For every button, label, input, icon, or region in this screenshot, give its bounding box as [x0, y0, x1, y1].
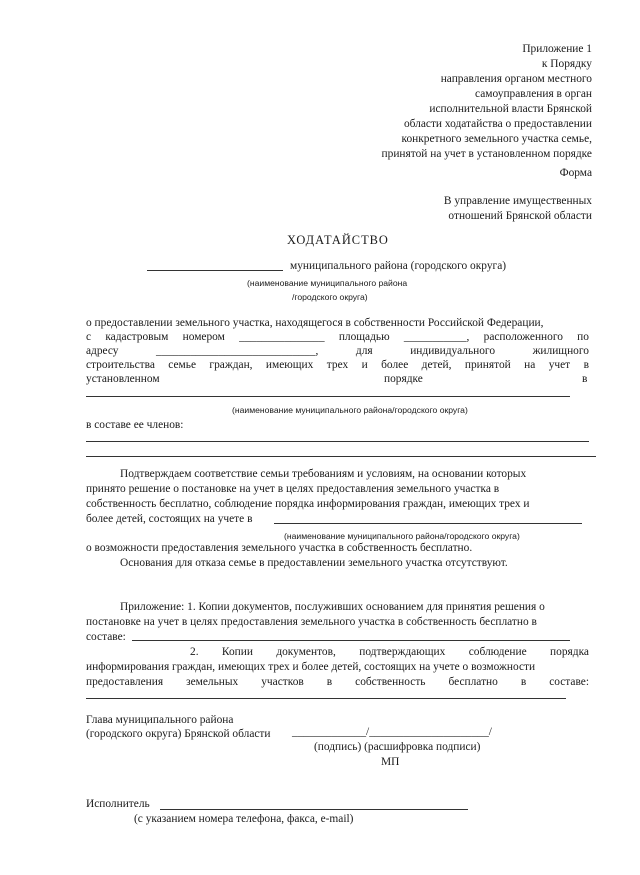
attachment-1-line2: постановке на учет в целях предоставления земельного участка в собственность бесплатно в — [86, 616, 537, 628]
header-line: исполнительной власти Брянской — [429, 103, 592, 115]
p2-line4-prefix: более детей, состоящих на учете в — [86, 513, 253, 525]
attachment-2-blank — [86, 698, 566, 699]
attachment-1-blank — [132, 640, 570, 641]
header-line: направления органом местного — [440, 73, 592, 85]
executor-hint: (с указанием номера телефона, факса, e-mail) — [134, 813, 354, 825]
attachment-1-line3: составе: — [86, 631, 126, 643]
members-blank-line-1 — [86, 441, 589, 442]
word: в — [583, 359, 589, 371]
word: порядка — [550, 646, 589, 658]
p1-line5-left: установленном — [86, 373, 160, 385]
members-label: в составе ее членов: — [86, 419, 184, 431]
municipality-hint: (наименование муниципального района/городского округа) — [232, 405, 468, 415]
word: в — [326, 676, 333, 688]
blank-field: ____________________________, — [156, 345, 319, 357]
p1-line1: о предоставлении земельного участка, находящегося в собственности Российской Федерации, — [86, 317, 544, 329]
word: документов, — [276, 646, 336, 658]
document-title: ХОДАТАЙСТВО — [287, 233, 389, 247]
word: расположенного — [483, 331, 563, 343]
word: на — [524, 359, 536, 371]
blank-field: _______________ — [239, 331, 325, 343]
p1-line3 — [86, 344, 589, 358]
header-block — [382, 42, 592, 162]
header-line: принятой на учет в установленном порядке — [381, 148, 592, 160]
blank-field: ___________, — [403, 331, 470, 343]
word: адресу — [86, 345, 119, 357]
stamp-label: МП — [381, 756, 400, 768]
addressee-line: отношений Брянской области — [448, 210, 592, 222]
word: граждан, — [209, 359, 253, 371]
header-line: конкретного земельного участка семье, — [401, 133, 592, 145]
attachment-2-line2: информирования граждан, имеющих трех и более детей, состоящих на учете о возможности — [86, 661, 536, 673]
p2-blank-line — [274, 523, 582, 524]
word: строительства — [86, 359, 155, 371]
municipality-hint-1: (наименование муниципального района — [247, 278, 408, 288]
word: предоставления — [86, 676, 164, 688]
word: с — [86, 331, 92, 343]
word: составе: — [549, 676, 589, 688]
header-line: области ходатайства о предоставлении — [403, 118, 592, 130]
addressee-line: В управление имущественных — [443, 195, 592, 207]
attachment-1-line1: Приложение: 1. Копии документов, послуживших основанием для принятия решения о — [120, 601, 545, 613]
word: кадастровым — [105, 331, 169, 343]
p3: Основания для отказа семье в предоставлении земельного участка отсутствуют. — [120, 557, 508, 569]
p1-line5-mid: порядке — [384, 373, 423, 385]
header-line: к Порядку — [541, 58, 592, 70]
p1-line2 — [86, 330, 589, 344]
word: более — [381, 359, 409, 371]
p2-line1: Подтверждаем соответствие семьи требованиям и условиям, на основании которых — [120, 468, 527, 480]
word: бесплатно — [448, 676, 498, 688]
word: в — [520, 676, 527, 688]
executor-blank — [160, 809, 468, 810]
attachment-2-line3 — [86, 675, 589, 689]
p2-hint: (наименование муниципального района/городского округа) — [284, 531, 520, 541]
p1-line4 — [86, 358, 589, 372]
word: 2. — [190, 646, 199, 658]
members-blank-line-2 — [86, 456, 596, 457]
municipality-suffix: муниципального района (городского округа) — [290, 260, 507, 272]
word: подтверждающих — [359, 646, 446, 658]
form-label: Форма — [559, 167, 592, 179]
word: по — [577, 331, 589, 343]
municipality-blank — [147, 270, 283, 271]
signature-hint: (подпись) (расшифровка подписи) — [314, 741, 481, 753]
word: семье — [168, 359, 197, 371]
municipality-hint-2: /городского округа) — [292, 292, 368, 302]
word: Копии — [221, 646, 253, 658]
word: соблюдение — [468, 646, 527, 658]
signature-blanks: _____________/_____________________/ — [292, 726, 492, 738]
word: индивидуального — [410, 345, 496, 357]
signature-line2: (городского округа) Брянской области — [86, 728, 271, 740]
municipality-blank-line — [86, 396, 570, 397]
header-line: Приложение 1 — [522, 43, 592, 55]
word: номером — [182, 331, 225, 343]
word: учет — [548, 359, 571, 371]
word: трех — [326, 359, 349, 371]
word: площадью — [338, 331, 390, 343]
word: имеющих — [265, 359, 314, 371]
word: жилищного — [532, 345, 589, 357]
word: принятой — [464, 359, 511, 371]
word: собственность — [355, 676, 426, 688]
attachment-2-line1 — [190, 645, 589, 659]
word: земельных — [186, 676, 239, 688]
signature-line1: Глава муниципального района — [86, 714, 234, 726]
p2-line2: принято решение о постановке на учет в целях предоставления земельного участка в — [86, 483, 500, 495]
executor-label: Исполнитель — [86, 798, 150, 810]
header-line: самоуправления в орган — [475, 88, 592, 100]
word: для — [355, 345, 373, 357]
word: детей, — [421, 359, 452, 371]
word: и — [361, 359, 368, 371]
p2-line5: о возможности предоставления земельного участка в собственность бесплатно. — [86, 542, 473, 554]
addressee — [444, 194, 592, 224]
word: участков — [261, 676, 304, 688]
p2-line3: собственность бесплатно, соблюдение порядка информирования граждан, имеющих трех и — [86, 498, 530, 510]
p1-line5-right: в — [582, 373, 588, 385]
